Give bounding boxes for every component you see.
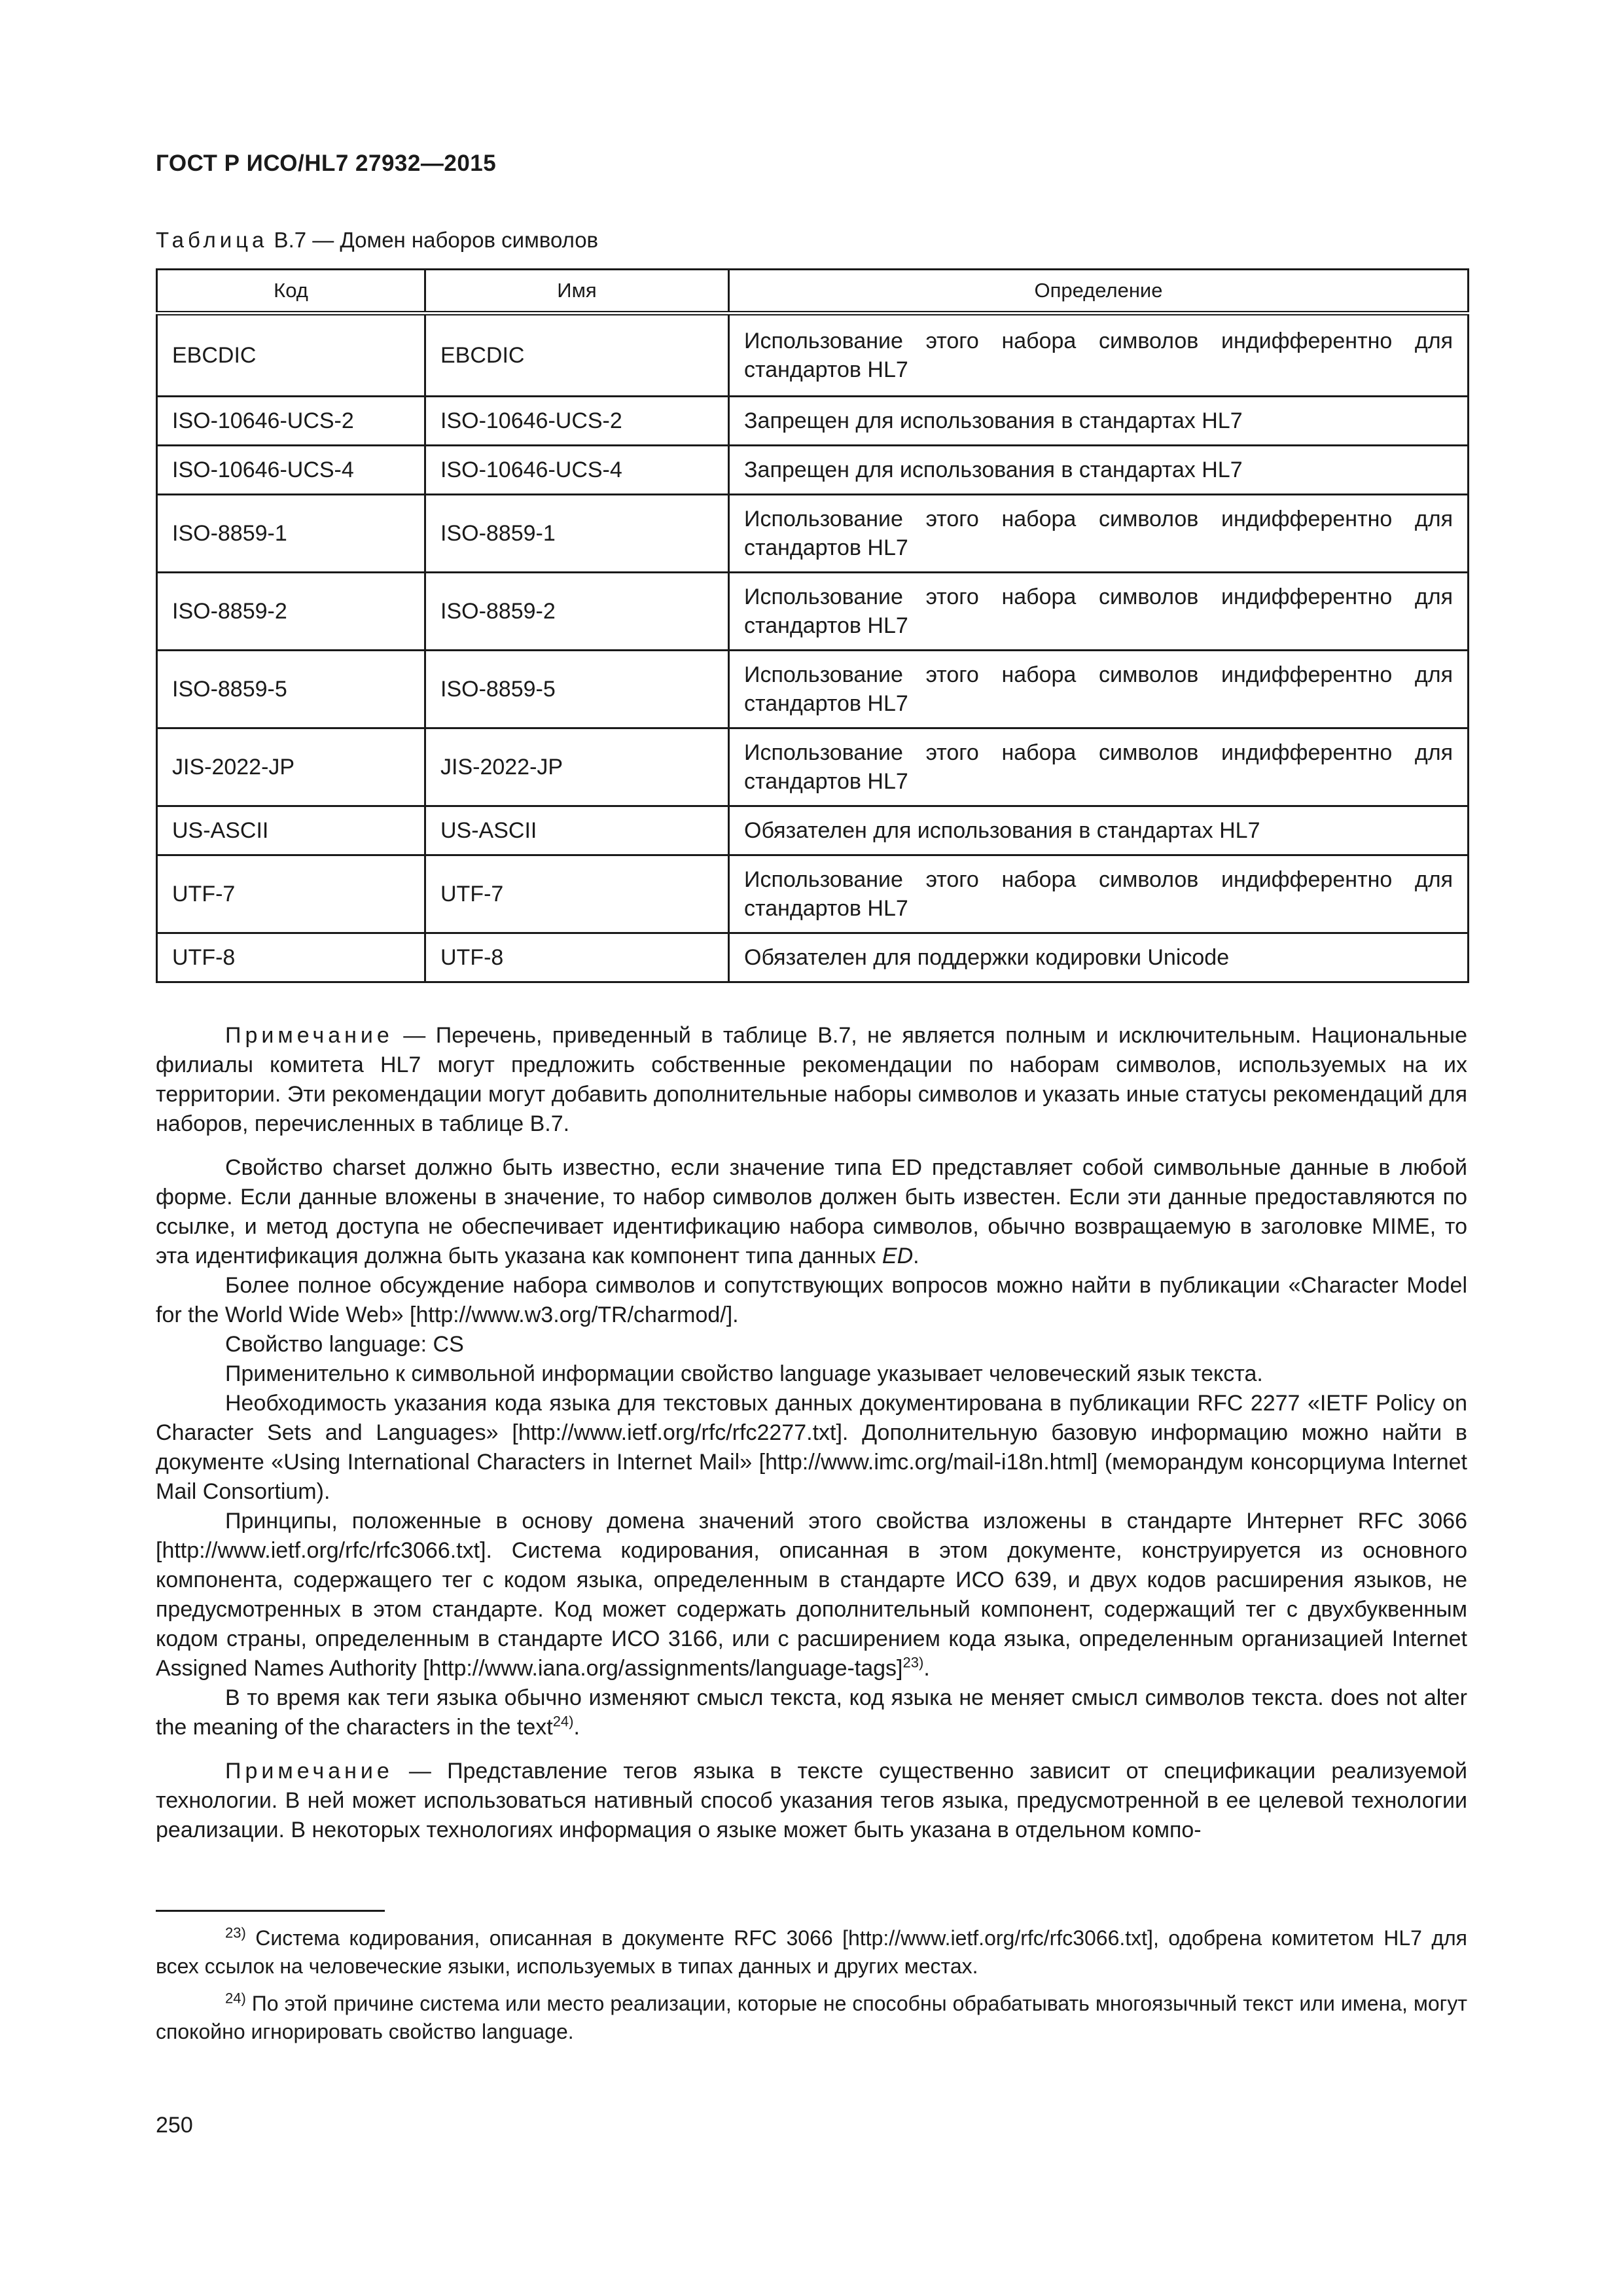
paragraph-text: Свойство charset должно быть известно, если значение типа ED представляет собой символьные данные в любой форме. Если данные вложены в значение, то набор символов должен быть известен. Если эти данные предоставляются по ссылке, и метод доступа не обеспечивает идентификацию набора символов, обычно возвращаемую в заголовке MIME, то эта идентификация должна быть указана как компонент типа данных xyxy=(156,1155,1467,1268)
cell-definition: Использование этого набора символов индифферентно для стандартов HL7 xyxy=(729,573,1469,651)
cell-code: JIS-2022-JP xyxy=(157,728,425,806)
table-row xyxy=(157,651,1469,728)
cell-code: US-ASCII xyxy=(157,806,425,855)
table-row xyxy=(157,855,1469,933)
cell-name: EBCDIC xyxy=(425,314,729,397)
cell-definition: Запрещен для использования в стандартах HL7 xyxy=(729,446,1469,495)
note-paragraph xyxy=(156,1021,1467,1139)
column-header-name: Имя xyxy=(425,270,729,314)
body-paragraph: Более полное обсуждение набора символов и сопутствующих вопросов можно найти в публикации «Character Model for the World Wide Web» [http://www.w3.org/TR/charmod/]. xyxy=(156,1273,1467,1327)
cell-name: UTF-8 xyxy=(425,933,729,982)
table-row xyxy=(157,495,1469,573)
paragraph-text: . xyxy=(573,1715,580,1740)
table-row xyxy=(157,728,1469,806)
footnote-ref: 23) xyxy=(902,1654,924,1671)
table-row xyxy=(157,446,1469,495)
table-caption-label: Таблица xyxy=(156,228,268,252)
cell-code: UTF-7 xyxy=(157,855,425,933)
cell-name: ISO-10646-UCS-4 xyxy=(425,446,729,495)
table-row xyxy=(157,573,1469,651)
column-header-definition: Определение xyxy=(729,270,1469,314)
cell-name: ISO-8859-5 xyxy=(425,651,729,728)
cell-code: ISO-8859-5 xyxy=(157,651,425,728)
footnote xyxy=(156,1924,1467,1981)
cell-name: US-ASCII xyxy=(425,806,729,855)
table-header-row xyxy=(157,270,1469,314)
cell-code: ISO-8859-2 xyxy=(157,573,425,651)
table-caption-text: В.7 — Домен наборов символов xyxy=(268,228,599,252)
cell-definition: Использование этого набора символов индифферентно для стандартов HL7 xyxy=(729,728,1469,806)
body-paragraph xyxy=(156,1153,1467,1271)
page-number: 250 xyxy=(156,2113,193,2138)
footnote-mark: 23) xyxy=(225,1924,246,1941)
footnote-ref: 24) xyxy=(552,1713,574,1730)
cell-code: EBCDIC xyxy=(157,314,425,397)
body-paragraph: Свойство language: CS xyxy=(225,1332,464,1357)
note-label: Примечание xyxy=(225,1759,393,1784)
body-text xyxy=(156,1021,1467,1845)
cell-name: ISO-8859-2 xyxy=(425,573,729,651)
body-paragraph xyxy=(156,1683,1467,1742)
body-paragraph: Необходимость указания кода языка для текстовых данных документирована в публикации RFC 2277 «IETF Policy on Character Sets and Languages» [http://www.ietf.org/rfc/rfc2277.txt]. Дополнительную базовую информацию можно найти в документе «Using International Characters in Internet Mail» [http://www.imc.org/mail-i18n.html] (меморандум консорциума Internet Mail Consortium). xyxy=(156,1391,1467,1504)
charset-domain-table xyxy=(156,268,1469,983)
footnote-separator xyxy=(156,1910,385,1912)
note-text: — Перечень, приведенный в таблице В.7, не является полным и исключительным. Национальные филиалы комитета HL7 могут предложить собственные рекомендации по наборам символов, используемых на их территории. Эти рекомендации могут добавить дополнительные наборы символов и указать иные статусы рекомендаций для наборов, перечисленных в таблице В.7. xyxy=(156,1023,1467,1136)
note-paragraph xyxy=(156,1757,1467,1845)
cell-definition: Использование этого набора символов индифферентно для стандартов HL7 xyxy=(729,651,1469,728)
table-row xyxy=(157,933,1469,982)
cell-definition: Обязателен для поддержки кодировки Unicode xyxy=(729,933,1469,982)
datatype-term: ED xyxy=(882,1244,914,1268)
document-header: ГОСТ Р ИСО/HL7 27932—2015 xyxy=(156,151,497,176)
paragraph-text: . xyxy=(913,1244,919,1268)
footnote-mark: 24) xyxy=(225,1990,246,2007)
table-caption xyxy=(156,228,598,253)
footnote xyxy=(156,1990,1467,2046)
cell-code: ISO-10646-UCS-4 xyxy=(157,446,425,495)
footnote-text: По этой причине система или место реализации, которые не способны обрабатывать многоязычный текст или имена, могут спокойно игнорировать свойство language. xyxy=(156,1992,1467,2043)
body-paragraph xyxy=(156,1507,1467,1683)
column-header-code: Код xyxy=(157,270,425,314)
cell-name: ISO-8859-1 xyxy=(425,495,729,573)
cell-name: JIS-2022-JP xyxy=(425,728,729,806)
table-row xyxy=(157,397,1469,446)
cell-code: UTF-8 xyxy=(157,933,425,982)
cell-definition: Использование этого набора символов индифферентно для стандартов HL7 xyxy=(729,855,1469,933)
cell-definition: Использование этого набора символов индифферентно для стандартов HL7 xyxy=(729,495,1469,573)
cell-name: UTF-7 xyxy=(425,855,729,933)
table-row xyxy=(157,314,1469,397)
paragraph-text: . xyxy=(923,1656,930,1681)
cell-definition: Запрещен для использования в стандартах HL7 xyxy=(729,397,1469,446)
footnotes xyxy=(156,1924,1467,2046)
cell-code: ISO-8859-1 xyxy=(157,495,425,573)
cell-name: ISO-10646-UCS-2 xyxy=(425,397,729,446)
cell-definition: Обязателен для использования в стандартах HL7 xyxy=(729,806,1469,855)
body-paragraph: Применительно к символьной информации свойство language указывает человеческий язык текста. xyxy=(225,1361,1263,1386)
footnote-text: Система кодирования, описанная в документе RFC 3066 [http://www.ietf.org/rfc/rfc3066.txt], одобрена комитетом HL7 для всех ссылок на человеческие языки, используемых в типах данных и других местах. xyxy=(156,1926,1467,1978)
paragraph-text: Принципы, положенные в основу домена значений этого свойства изложены в стандарте Интернет RFC 3066 [http://www.ietf.org/rfc/rfc3066.txt]. Система кодирования, описанная в этом документе, конструируется из основного компонента, содержащего тег с кодом языка, определенным в стандарте ИСО 639, и двух кодов расширения языков, не предусмотренных в этом стандарте. Код может содержать дополнительный компонент, содержащий тег с двухбуквенным кодом страны, определенным в стандарте ИСО 3166, или с расширением кода языка, определенным организацией Internet Assigned Names Authority [http://www.iana.org/assignments/language-tags] xyxy=(156,1509,1467,1681)
cell-code: ISO-10646-UCS-2 xyxy=(157,397,425,446)
cell-definition: Использование этого набора символов индифферентно для стандартов HL7 xyxy=(729,314,1469,397)
note-label: Примечание xyxy=(225,1023,393,1048)
table-row xyxy=(157,806,1469,855)
paragraph-text: В то время как теги языка обычно изменяют смысл текста, код языка не меняет смысл символов текста. does not alter the meaning of the characters in the text xyxy=(156,1685,1467,1740)
note-text: — Представление тегов языка в тексте существенно зависит от спецификации реализуемой технологии. В ней может использоваться нативный способ указания тегов языка, предусмотренной в ее целевой технологии реализации. В некоторых технологиях информация о языке может быть указана в отдельном компо- xyxy=(156,1759,1467,1842)
